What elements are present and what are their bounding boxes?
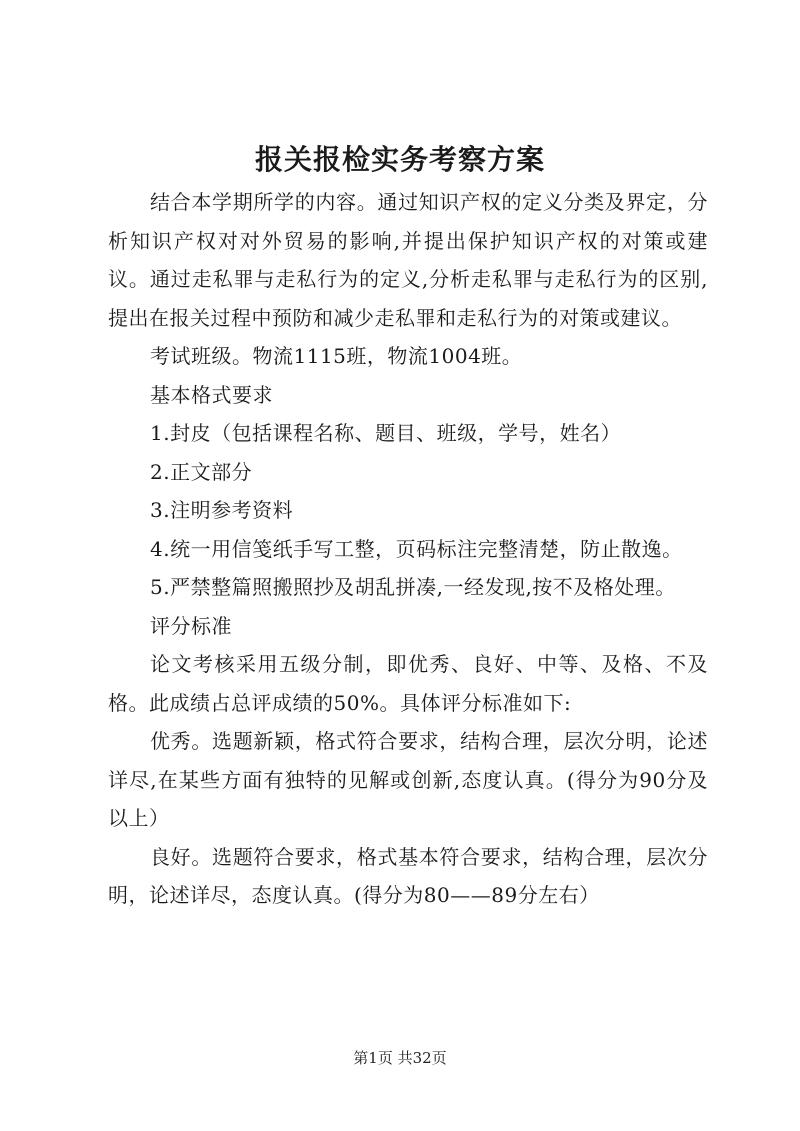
- list-item-cover: 1.封皮（包括课程名称、题目、班级，学号，姓名）: [150, 421, 622, 445]
- list-item-references: 3.注明参考资料: [150, 498, 294, 522]
- heading-format-requirements: 基本格式要求: [150, 382, 273, 407]
- list-item-handwriting: 4.统一用信笺纸手写工整，页码标注完整清楚，防止散逸。: [150, 536, 683, 561]
- paragraph-intro: 结合本学期所学的内容。通过知识产权的定义分类及界定，分析知识产权对对外贸易的影响,并提出保护知识产权的对策或建议。通过走私罪与走私行为的定义,分析走私罪与走私行为的区别,提出在报关过程中预防和减少走私罪和走私行为的对策或建议。: [108, 190, 708, 330]
- paragraph-excellent: 优秀。选题新颖，格式符合要求，结构合理，层次分明，论述详尽,在某些方面有独特的见解或创新,态度认真。(得分为90分及以上）: [108, 729, 708, 830]
- list-item-plagiarism: 5.严禁整篇照搬照抄及胡乱拼凑,一经发现,按不及格处理。: [150, 575, 676, 599]
- heading-grading-criteria: 评分标准: [150, 613, 232, 638]
- document-title: 报关报检实务考察方案: [254, 143, 545, 176]
- paragraph-grading-scale: 论文考核采用五级分制，即优秀、良好、中等、及格、不及格。此成绩占总评成绩的50%。具体评分标准如下:: [108, 652, 708, 715]
- paragraph-exam-classes: 考试班级。物流1115班，物流1004班。: [150, 344, 523, 368]
- document-body: [108, 183, 708, 915]
- paragraph-good: 良好。选题符合要求，格式基本符合要求，结构合理，层次分明，论述详尽，态度认真。(得分为80——89分左右）: [108, 844, 708, 907]
- list-item-body: 2.正文部分: [150, 459, 253, 484]
- page-number-footer: 第1页 共32页: [353, 1049, 447, 1067]
